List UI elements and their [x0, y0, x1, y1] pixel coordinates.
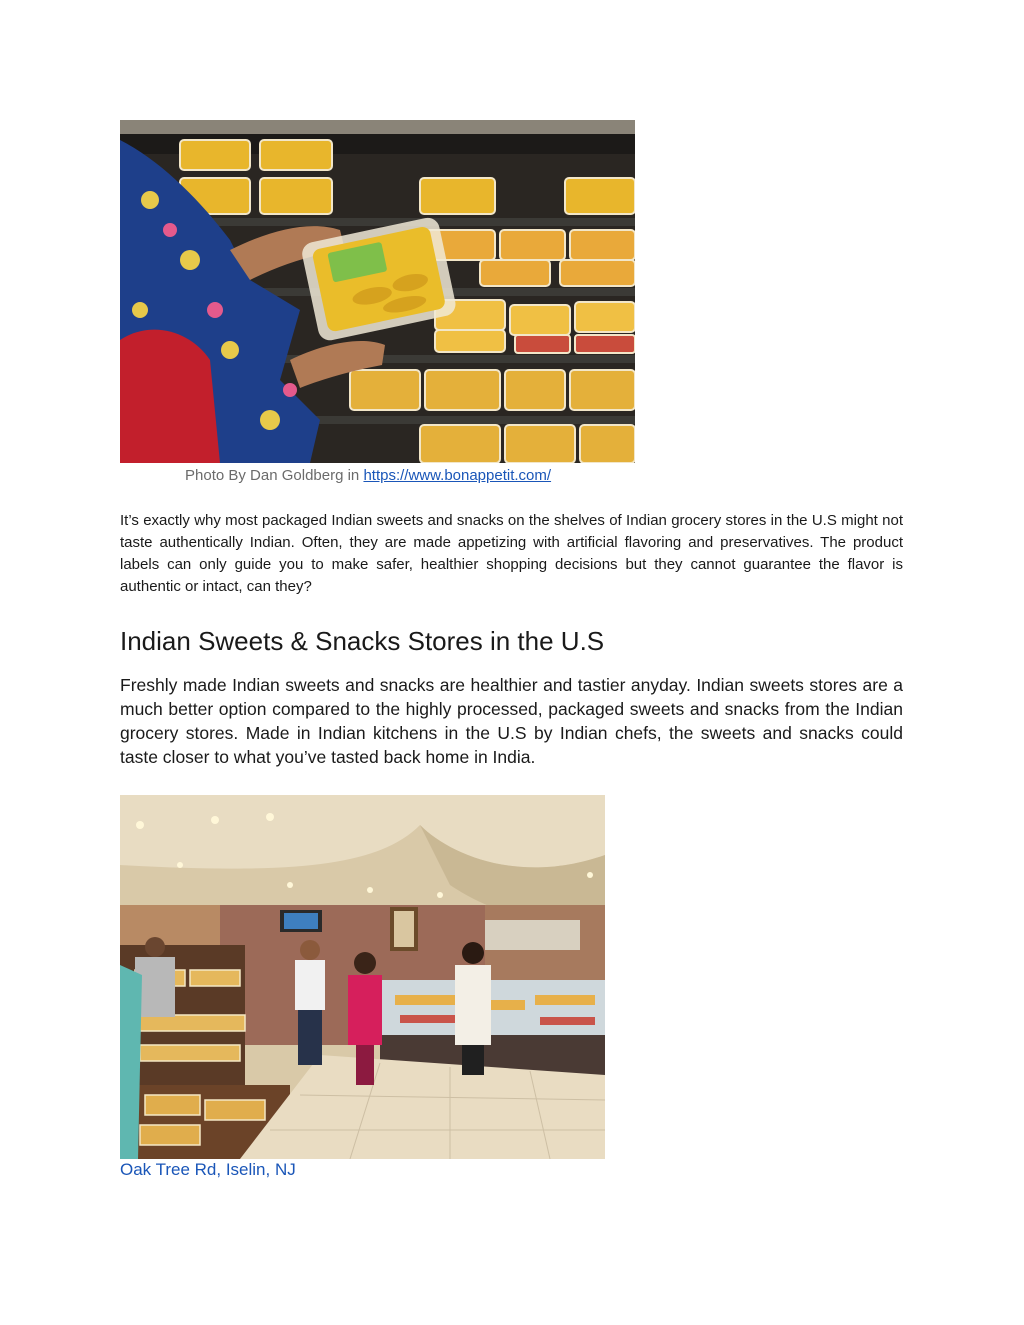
sweets-shelf-photo — [120, 120, 635, 463]
store-location-caption: Oak Tree Rd, Iselin, NJ — [120, 1160, 296, 1179]
photo-caption — [185, 467, 551, 484]
store-interior-photo — [120, 795, 605, 1159]
bonappetit-link[interactable]: https://www.bonappetit.com/ — [363, 467, 552, 484]
intro-paragraph: It’s exactly why most packaged Indian sweets and snacks on the shelves of Indian grocery stores in the U.S might not taste authentically Indian. Often, they are made appetizing with artificial flavoring and preservatives. The product labels can only guide you to make safer, healthier shopping decisions but they cannot guarantee the flavor is authentic or intact, can they? — [120, 512, 903, 595]
section-heading: Indian Sweets & Snacks Stores in the U.S — [120, 626, 605, 656]
section-paragraph: Freshly made Indian sweets and snacks are healthier and tastier anyday. Indian sweets stores are a much better option compared to the highly processed, packaged sweets and snacks from the Indian grocery stores. Made in Indian kitchens in the U.S by Indian chefs, the sweets and snacks could taste closer to what you’ve tasted back home in India. — [120, 675, 903, 767]
photo-credit-text: Photo By Dan Goldberg in — [185, 467, 364, 484]
